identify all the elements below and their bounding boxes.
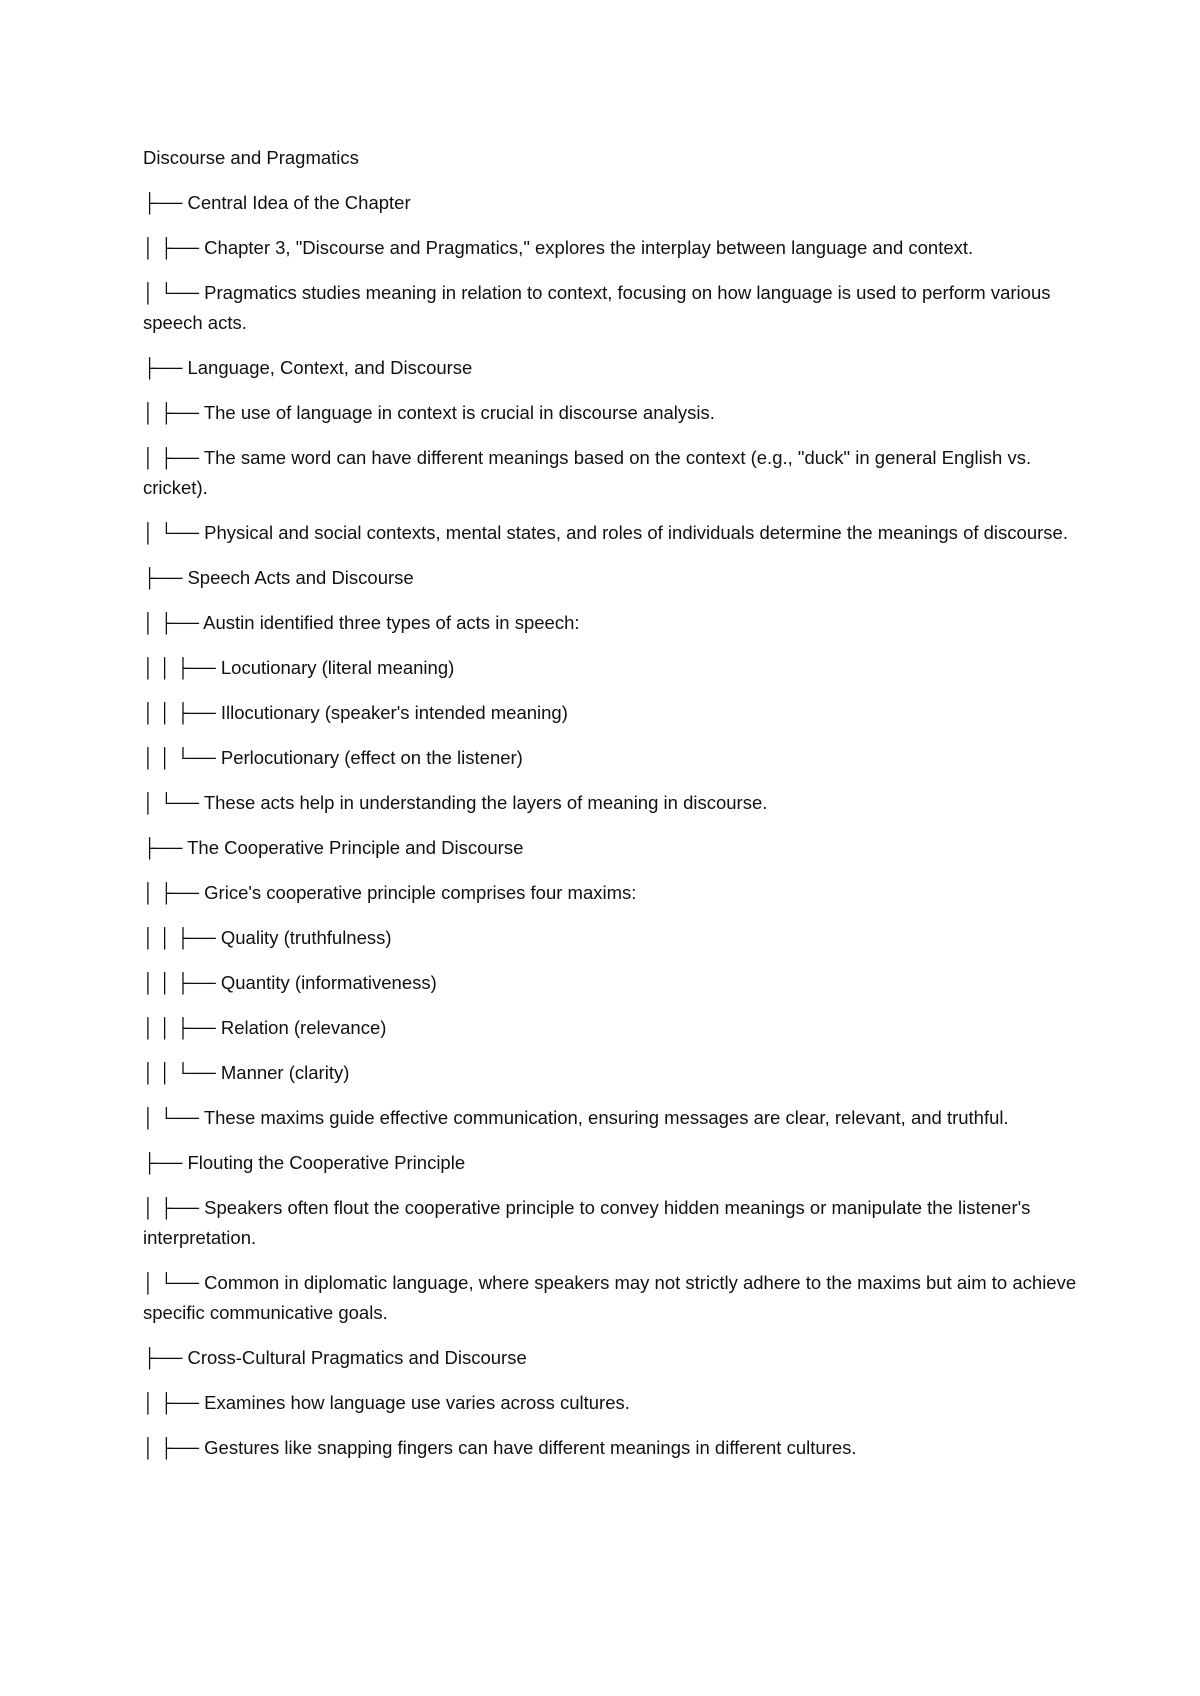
outline-line: │ └── Common in diplomatic language, where speakers may not strictly adhere to the maxims but aim to achieve specific communicative goals. xyxy=(143,1272,1082,1323)
outline-line: ├── Speech Acts and Discourse xyxy=(143,567,414,588)
outline-line: │ ├── Austin identified three types of acts in speech: xyxy=(143,612,580,633)
outline-line: │ ├── Examines how language use varies across cultures. xyxy=(143,1392,630,1413)
outline-line: │ └── Pragmatics studies meaning in relation to context, focusing on how language is used to perform various speech acts. xyxy=(143,282,1056,333)
outline-line: │ └── These maxims guide effective communication, ensuring messages are clear, relevant, and truthful. xyxy=(143,1107,1009,1128)
outline-line: │ ├── Gestures like snapping fingers can have different meanings in different cultures. xyxy=(143,1437,857,1458)
outline-line: │ │ ├── Illocutionary (speaker's intended meaning) xyxy=(143,702,568,723)
outline-line: ├── Language, Context, and Discourse xyxy=(143,357,473,378)
outline-line: │ │ └── Manner (clarity) xyxy=(143,1062,350,1083)
outline-line: │ ├── Grice's cooperative principle comprises four maxims: xyxy=(143,882,637,903)
outline-line: │ │ └── Perlocutionary (effect on the listener) xyxy=(143,747,523,768)
outline-line: │ └── These acts help in understanding the layers of meaning in discourse. xyxy=(143,792,768,813)
outline-line: │ └── Physical and social contexts, mental states, and roles of individuals determine the meanings of discourse. xyxy=(143,522,1068,543)
document-page xyxy=(143,143,1083,1478)
outline-line: │ ├── The same word can have different meanings based on the context (e.g., "duck" in general English vs. cricket). xyxy=(143,447,1037,498)
outline-line: │ ├── Speakers often flout the cooperative principle to convey hidden meanings or manipulate the listener's interpretation. xyxy=(143,1197,1036,1248)
outline-line: │ │ ├── Quantity (informativeness) xyxy=(143,972,437,993)
outline-line: ├── Cross-Cultural Pragmatics and Discourse xyxy=(143,1347,527,1368)
outline-line: ├── Flouting the Cooperative Principle xyxy=(143,1152,466,1173)
outline-line: ├── The Cooperative Principle and Discourse xyxy=(143,837,524,858)
outline-line: │ │ ├── Locutionary (literal meaning) xyxy=(143,657,455,678)
outline-line: ├── Central Idea of the Chapter xyxy=(143,192,411,213)
outline-line: │ │ ├── Relation (relevance) xyxy=(143,1017,387,1038)
document-title: Discourse and Pragmatics xyxy=(143,147,359,168)
outline-line: │ ├── Chapter 3, "Discourse and Pragmatics," explores the interplay between language and context. xyxy=(143,237,974,258)
outline-line: │ │ ├── Quality (truthfulness) xyxy=(143,927,392,948)
outline-line: │ ├── The use of language in context is crucial in discourse analysis. xyxy=(143,402,715,423)
